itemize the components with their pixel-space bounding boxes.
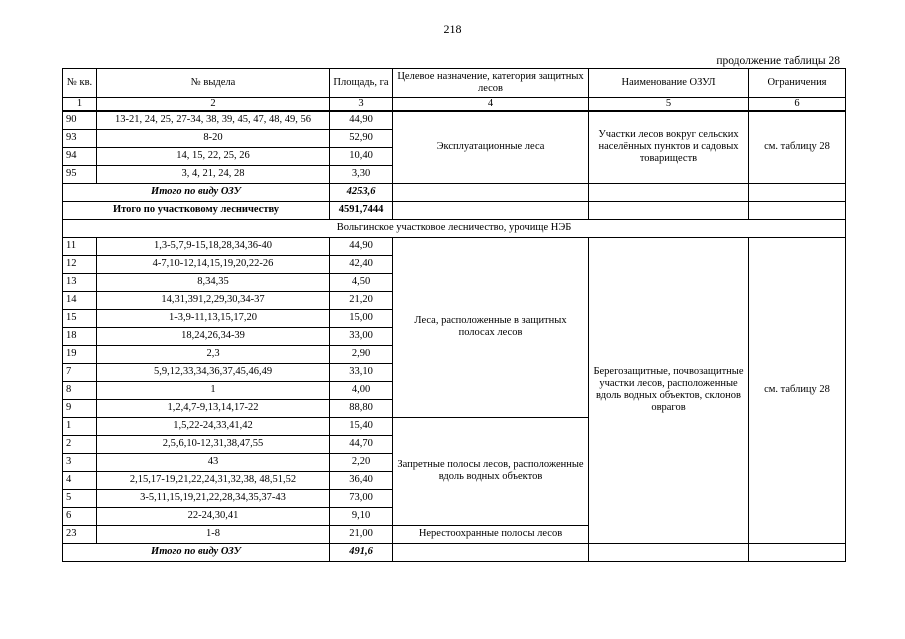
kv-cell: 14 [63,291,97,309]
total-label: Итого по участковому лесничеству [63,201,330,219]
area-cell: 2,90 [330,345,393,363]
empty-cell [589,543,749,561]
kv-cell: 23 [63,525,97,543]
kv-cell: 9 [63,399,97,417]
purpose-cell: Эксплуатационные леса [393,111,589,183]
vydel-cell: 13-21, 24, 25, 27-34, 38, 39, 45, 47, 48, 49, 56 [97,111,330,129]
area-cell: 4,00 [330,381,393,399]
area-cell: 44,90 [330,111,393,129]
area-cell: 88,80 [330,399,393,417]
column-number: 3 [330,98,393,112]
header-cell: № кв. [63,69,97,98]
empty-cell [749,201,846,219]
total-row [63,183,846,201]
purpose-cell: Запретные полосы лесов, расположенные вдоль водных объектов [393,417,589,525]
empty-cell [589,183,749,201]
purpose-cell: Леса, расположенные в защитных полосах лесов [393,237,589,417]
vydel-cell: 3, 4, 21, 24, 28 [97,165,330,183]
column-number: 4 [393,98,589,112]
total-value: 4253,6 [330,183,393,201]
vydel-cell: 2,3 [97,345,330,363]
vydel-cell: 2,5,6,10-12,31,38,47,55 [97,435,330,453]
vydel-cell: 1 [97,381,330,399]
area-cell: 9,10 [330,507,393,525]
page-number: 218 [443,22,462,36]
kv-cell: 12 [63,255,97,273]
vydel-cell: 2,15,17-19,21,22,24,31,32,38, 48,51,52 [97,471,330,489]
vydel-cell: 8,34,35 [97,273,330,291]
area-cell: 33,10 [330,363,393,381]
vydel-cell: 1,2,4,7-9,13,14,17-22 [97,399,330,417]
kv-cell: 4 [63,471,97,489]
vydel-cell: 18,24,26,34-39 [97,327,330,345]
column-number: 1 [63,98,97,112]
empty-cell [393,201,589,219]
purpose-cell: Нерестоохранные полосы лесов [393,525,589,543]
total-row [63,543,846,561]
restriction-cell: см. таблицу 28 [749,237,846,543]
header-cell: Ограничения [749,69,846,98]
area-cell: 73,00 [330,489,393,507]
area-cell: 4,50 [330,273,393,291]
kv-cell: 6 [63,507,97,525]
area-cell: 3,30 [330,165,393,183]
vydel-cell: 8-20 [97,129,330,147]
kv-cell: 7 [63,363,97,381]
kv-cell: 18 [63,327,97,345]
kv-cell: 93 [63,129,97,147]
area-cell: 15,40 [330,417,393,435]
kv-cell: 94 [63,147,97,165]
area-cell: 15,00 [330,309,393,327]
area-cell: 44,70 [330,435,393,453]
area-cell: 36,40 [330,471,393,489]
column-number: 5 [589,98,749,112]
header-cell: Наименование ОЗУЛ [589,69,749,98]
table-body [63,69,846,562]
area-cell: 52,90 [330,129,393,147]
kv-cell: 3 [63,453,97,471]
total-row [63,201,846,219]
vydel-cell: 14, 15, 22, 25, 26 [97,147,330,165]
header-cell: Целевое назначение, категория защитных лесов [393,69,589,98]
empty-cell [749,543,846,561]
header-cell: Площадь, га [330,69,393,98]
ozul-cell: Берегозащитные, почвозащитные участки лесов, расположенные вдоль водных объектов, склонов оврагов [589,237,749,543]
kv-cell: 95 [63,165,97,183]
area-cell: 21,00 [330,525,393,543]
vydel-cell: 22-24,30,41 [97,507,330,525]
header-cell: № выдела [97,69,330,98]
vydel-cell: 14,31,391,2,29,30,34-37 [97,291,330,309]
vydel-cell: 1,3-5,7,9-15,18,28,34,36-40 [97,237,330,255]
kv-cell: 13 [63,273,97,291]
column-number: 6 [749,98,846,112]
kv-cell: 1 [63,417,97,435]
kv-cell: 5 [63,489,97,507]
section-row [63,219,846,237]
empty-cell [589,201,749,219]
kv-cell: 90 [63,111,97,129]
vydel-cell: 1,5,22-24,33,41,42 [97,417,330,435]
kv-cell: 15 [63,309,97,327]
area-cell: 10,40 [330,147,393,165]
header-row [63,69,846,98]
vydel-cell: 43 [97,453,330,471]
section-title: Вольгинское участковое лесничество, урочище НЭБ [63,219,846,237]
total-value: 491,6 [330,543,393,561]
area-cell: 2,20 [330,453,393,471]
kv-cell: 2 [63,435,97,453]
vydel-cell: 4-7,10-12,14,15,19,20,22-26 [97,255,330,273]
kv-cell: 11 [63,237,97,255]
total-label: Итого по виду ОЗУ [63,183,330,201]
table-continuation-label: продолжение таблицы 28 [716,55,840,67]
total-value: 4591,7444 [330,201,393,219]
table-row [63,237,846,255]
vydel-cell: 5,9,12,33,34,36,37,45,46,49 [97,363,330,381]
area-cell: 21,20 [330,291,393,309]
area-cell: 44,90 [330,237,393,255]
ozul-cell: Участки лесов вокруг сельских населённых пунктов и садовых товариществ [589,111,749,183]
kv-cell: 8 [63,381,97,399]
empty-cell [393,183,589,201]
vydel-cell: 1-8 [97,525,330,543]
vydel-cell: 1-3,9-11,13,15,17,20 [97,309,330,327]
restriction-cell: см. таблицу 28 [749,111,846,183]
area-cell: 42,40 [330,255,393,273]
table-row [63,111,846,129]
empty-cell [749,183,846,201]
total-label: Итого по виду ОЗУ [63,543,330,561]
forest-table [62,68,846,562]
kv-cell: 19 [63,345,97,363]
area-cell: 33,00 [330,327,393,345]
vydel-cell: 3-5,11,15,19,21,22,28,34,35,37-43 [97,489,330,507]
column-number: 2 [97,98,330,112]
empty-cell [393,543,589,561]
column-number-row [63,98,846,112]
